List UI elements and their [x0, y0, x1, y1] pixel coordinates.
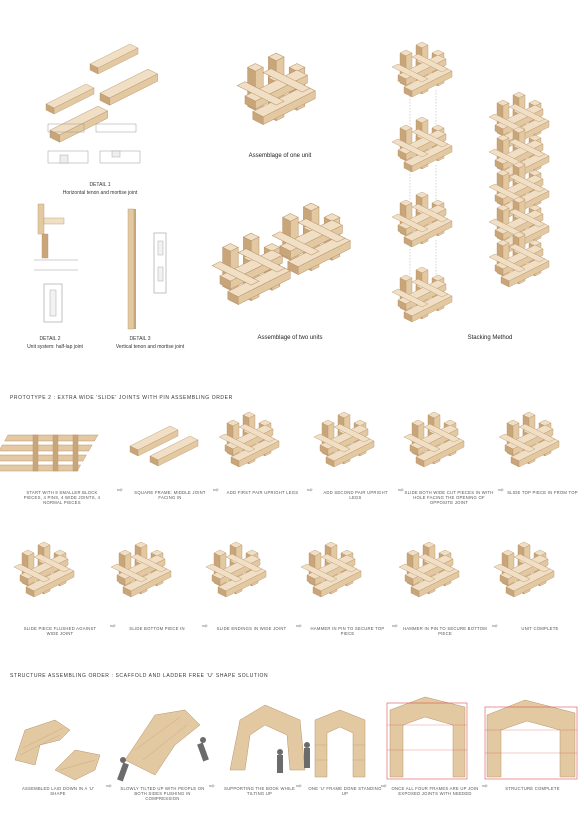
arrow-icon: ⇨ — [213, 487, 219, 494]
structure-title: STRUCTURE ASSEMBLING ORDER : SCAFFOLD AND LADDER FREE 'U' SHAPE SOLUTION — [10, 673, 269, 679]
proto-step-7: SLIDE PIECE FLUSHED AGAINST WIDE JOINT — [23, 626, 97, 636]
detail2-drawing — [28, 200, 88, 330]
arrow-icon: ⇨ — [296, 783, 302, 790]
proto-step-2: SQUARE FRAME: MIDDLE JOINT FACING IN — [134, 490, 206, 500]
arrow-icon: ⇨ — [296, 623, 302, 630]
two-units-drawing — [210, 200, 370, 320]
proto-step-5: SLIDE BOTH WIDE CUT PIECES IN WITH HOLE FACING THE OPENING OF OPPOSITE JOINT — [404, 490, 494, 505]
stacking-label: Stacking Method — [467, 335, 513, 341]
arrow-icon: ⇨ — [482, 783, 488, 790]
arrow-icon: ⇨ — [106, 783, 112, 790]
detail1-title: DETAIL 1 — [89, 182, 111, 188]
two-units-label: Assemblage of two units — [257, 335, 323, 341]
arrow-icon: ⇨ — [209, 783, 215, 790]
detail3-subtitle: Vertical tenon and mortise joint — [115, 344, 185, 350]
proto-step-4: ADD SECOND PAIR UPRIGHT LEGS — [323, 490, 388, 500]
proto-step-10: HAMMER IN PIN TO SECURE TOP PIECE — [310, 626, 385, 636]
arrow-icon: ⇨ — [392, 623, 398, 630]
arrow-icon: ⇨ — [381, 783, 387, 790]
prototype-title: PROTOTYPE 2 : EXTRA WIDE 'SLIDE' JOINTS WITH PIN ASSEMBLING ORDER — [10, 395, 233, 401]
one-unit-label: Assemblage of one unit — [248, 153, 312, 159]
arrow-icon: ⇨ — [117, 487, 123, 494]
structure-step-4: ONE 'U' FRAME DONE STANDING UP — [308, 786, 382, 796]
structure-step-1: ASSEMBLED LAID DOWN IN A 'U' SHAPE — [21, 786, 95, 796]
proto-step-6: SLIDE TOP PIECE IN FROM TOP — [507, 490, 578, 495]
proto-step-8: SLIDE BOTTOM PIECE IN — [129, 626, 185, 631]
prototype-row1 — [0, 405, 584, 490]
arrow-icon: ⇨ — [110, 623, 116, 630]
structure-drawings — [0, 690, 584, 785]
arrow-icon: ⇨ — [398, 487, 404, 494]
detail1-drawing — [40, 38, 170, 173]
proto-step-12: UNIT COMPLETE — [521, 626, 559, 631]
detail2-title: DETAIL 2 — [39, 336, 61, 342]
arrow-icon: ⇨ — [202, 623, 208, 630]
arrow-icon: ⇨ — [492, 623, 498, 630]
structure-step-5: ONCE ALL FOUR FRAMES ARE UP JOIN EXPOSED JOINTS WITH NEEDED — [391, 786, 479, 796]
proto-step-9: SLIDE ENDINGS IN WIDE JOINT — [216, 626, 287, 631]
one-unit-drawing — [225, 40, 335, 140]
proto-step-11: HAMMER IN PIN TO SECURE BOTTOM PIECE — [402, 626, 488, 636]
prototype-row2 — [0, 530, 584, 620]
arrow-icon: ⇨ — [498, 487, 504, 494]
structure-step-2: SLOWLY TILTED UP WITH PEOPLE ON BOTH SIDES PUSHING IN COMPRESSION — [120, 786, 205, 801]
arrow-icon: ⇨ — [307, 487, 313, 494]
proto-step-3: ADD FIRST PAIR UPRIGHT LEGS — [226, 490, 299, 495]
proto-step-1: START WITH 8 SMALLER BLOCK PIECES, 4 PINS, 4 WIDE JOINTS, 4 NORMAL PIECES — [23, 490, 101, 505]
detail1-subtitle: Horizontal tenon and mortise joint — [62, 190, 138, 196]
stacking-drawing — [390, 35, 570, 330]
detail3-title: DETAIL 3 — [129, 336, 151, 342]
detail3-drawing — [120, 205, 180, 335]
detail2-subtitle: Unit system: half-lap joint — [27, 344, 83, 350]
structure-step-3: SUPPORTING THE BOOK WHILE TILTING UP — [223, 786, 295, 796]
structure-step-6: STRUCTURE COMPLETE — [505, 786, 560, 791]
